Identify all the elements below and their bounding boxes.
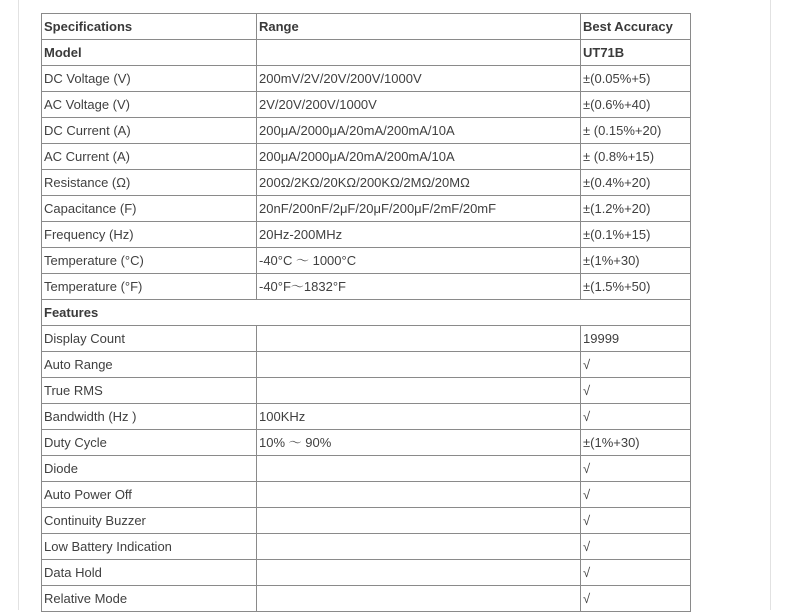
feature-accuracy: √ [581,404,691,430]
feature-range [257,352,581,378]
feature-name: Auto Power Off [42,482,257,508]
spec-accuracy: ±(0.4%+20) [581,170,691,196]
feature-accuracy: √ [581,482,691,508]
feature-name: Low Battery Indication [42,534,257,560]
model-label: Model [42,40,257,66]
spec-range: 200mV/2V/20V/200V/1000V [257,66,581,92]
spec-name: AC Current (A) [42,144,257,170]
feature-range [257,560,581,586]
spec-range: 200Ω/2KΩ/20KΩ/200KΩ/2MΩ/20MΩ [257,170,581,196]
feature-accuracy: √ [581,378,691,404]
header-row [42,14,691,40]
feature-name: True RMS [42,378,257,404]
feature-accuracy: √ [581,352,691,378]
feature-name: Data Hold [42,560,257,586]
spec-accuracy: ±(1.5%+50) [581,274,691,300]
feature-accuracy: √ [581,560,691,586]
feature-row [42,378,691,404]
spec-accuracy: ± (0.15%+20) [581,118,691,144]
feature-range [257,456,581,482]
spec-name: DC Current (A) [42,118,257,144]
feature-accuracy: √ [581,586,691,612]
specifications-table [41,13,691,612]
feature-row [42,456,691,482]
model-value: UT71B [581,40,691,66]
feature-accuracy: 19999 [581,326,691,352]
spec-accuracy: ±(1%+30) [581,248,691,274]
feature-accuracy: ±(1%+30) [581,430,691,456]
spec-range: -40°C ～ 1000°C [257,248,581,274]
header-best-accuracy: Best Accuracy [581,14,691,40]
spec-range: 200μA/2000μA/20mA/200mA/10A [257,144,581,170]
feature-row [42,482,691,508]
feature-accuracy: √ [581,508,691,534]
feature-accuracy: √ [581,456,691,482]
spec-name: Resistance (Ω) [42,170,257,196]
feature-name: Continuity Buzzer [42,508,257,534]
feature-row [42,560,691,586]
spec-accuracy: ±(1.2%+20) [581,196,691,222]
spec-accuracy: ±(0.1%+15) [581,222,691,248]
spec-name: Temperature (°C) [42,248,257,274]
spec-name: Temperature (°F) [42,274,257,300]
header-range: Range [257,14,581,40]
feature-name: Bandwidth (Hz ) [42,404,257,430]
feature-range [257,378,581,404]
spec-row [42,144,691,170]
spec-range: 2V/20V/200V/1000V [257,92,581,118]
spec-range: 20Hz-200MHz [257,222,581,248]
feature-range [257,482,581,508]
page-frame-right [770,0,771,610]
feature-row [42,586,691,612]
spec-range: 20nF/200nF/2μF/20μF/200μF/2mF/20mF [257,196,581,222]
spec-row [42,170,691,196]
spec-name: Capacitance (F) [42,196,257,222]
model-row [42,40,691,66]
feature-row [42,352,691,378]
feature-row [42,326,691,352]
features-heading-row [42,300,691,326]
feature-name: Relative Mode [42,586,257,612]
spec-row [42,248,691,274]
spec-name: Frequency (Hz) [42,222,257,248]
feature-row [42,534,691,560]
spec-row [42,66,691,92]
feature-name: Duty Cycle [42,430,257,456]
spec-name: AC Voltage (V) [42,92,257,118]
spec-range: -40°F～1832°F [257,274,581,300]
spec-accuracy: ±(0.05%+5) [581,66,691,92]
feature-row [42,508,691,534]
feature-range [257,534,581,560]
spec-row [42,274,691,300]
spec-row [42,118,691,144]
page-frame-left [18,0,19,610]
model-range-cell [257,40,581,66]
features-heading: Features [42,300,691,326]
feature-range [257,326,581,352]
feature-accuracy: √ [581,534,691,560]
feature-name: Auto Range [42,352,257,378]
feature-range [257,586,581,612]
feature-name: Diode [42,456,257,482]
feature-row [42,430,691,456]
feature-range: 100KHz [257,404,581,430]
spec-row [42,196,691,222]
spec-name: DC Voltage (V) [42,66,257,92]
spec-row [42,222,691,248]
header-specifications: Specifications [42,14,257,40]
feature-range [257,508,581,534]
feature-name: Display Count [42,326,257,352]
spec-range: 200μA/2000μA/20mA/200mA/10A [257,118,581,144]
spec-accuracy: ±(0.6%+40) [581,92,691,118]
feature-row [42,404,691,430]
feature-range: 10% ～ 90% [257,430,581,456]
spec-row [42,92,691,118]
spec-accuracy: ± (0.8%+15) [581,144,691,170]
